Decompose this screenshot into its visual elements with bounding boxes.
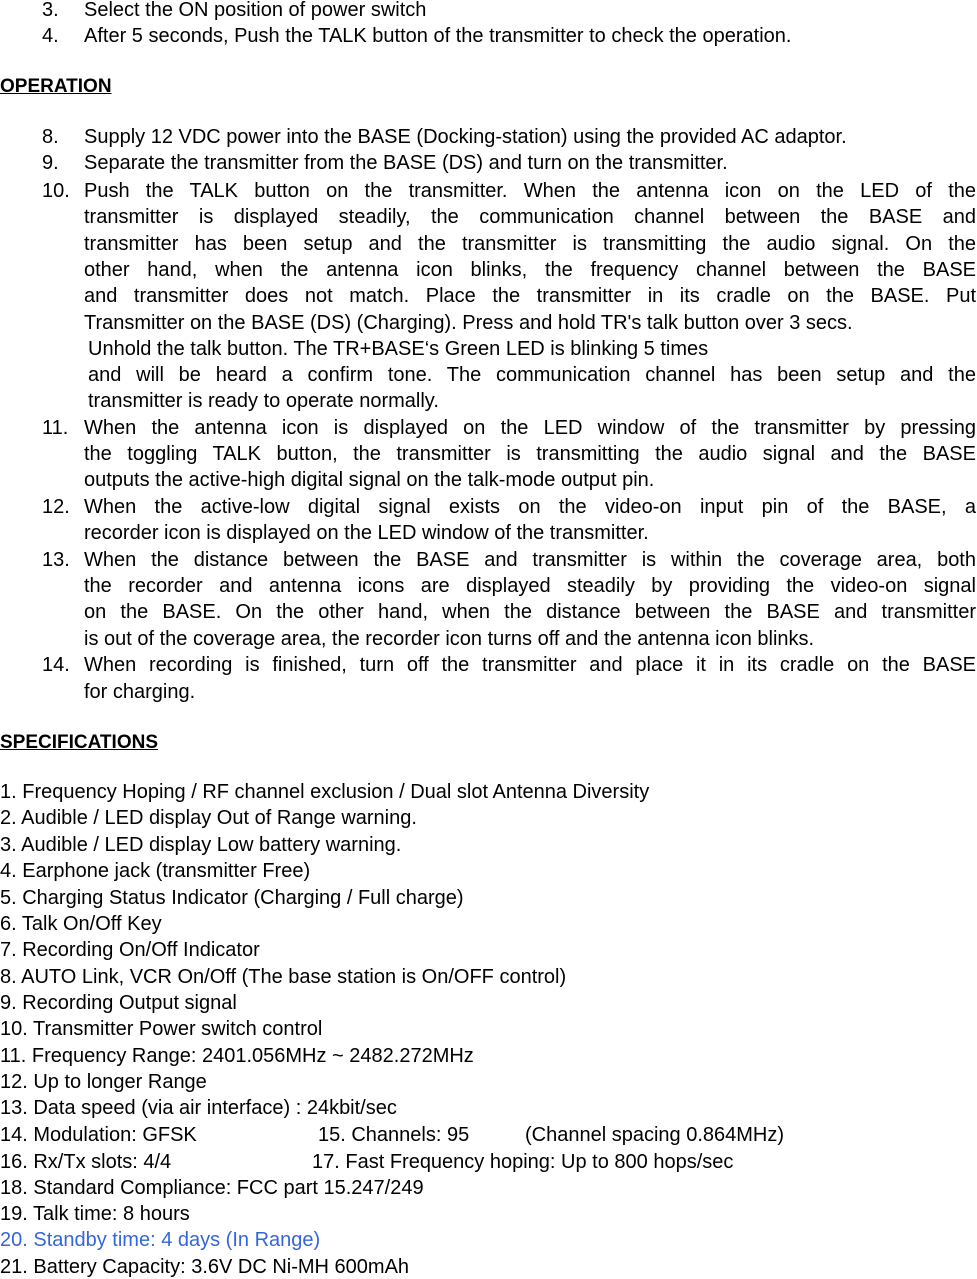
item-11-line-1: When the antenna icon is displayed on the LED window of the transmitter by pressing (84, 417, 976, 439)
item-14-number: 14. (42, 654, 70, 676)
spec-item-9: 9. Recording Output signal (0, 992, 237, 1014)
item-9-number: 9. (42, 152, 59, 174)
item-10-line-2: transmitter is displayed steadily, the communication channel between the BASE and (84, 206, 976, 228)
spec-item-18: 18. Standard Compliance: FCC part 15.247/249 (0, 1177, 424, 1199)
spec-item-14: 14. Modulation: GFSK (0, 1124, 197, 1146)
spec-item-13: 13. Data speed (via air interface) : 24kbit/sec (0, 1097, 397, 1119)
item-10-line-3: transmitter has been setup and the transmitter is transmitting the audio signal. On the (84, 233, 976, 255)
item-10-line-1: Push the TALK button on the transmitter. When the antenna icon on the LED of the (84, 180, 976, 202)
item-4-text: After 5 seconds, Push the TALK button of the transmitter to check the operation. (84, 25, 792, 47)
spec-item-7: 7. Recording On/Off Indicator (0, 939, 260, 961)
specifications-heading: SPECIFICATIONS (0, 732, 158, 753)
item-8-text: Supply 12 VDC power into the BASE (Docking-station) using the provided AC adaptor. (84, 126, 847, 148)
operation-heading: OPERATION (0, 76, 112, 97)
item-9-text: Separate the transmitter from the BASE (DS) and turn on the transmitter. (84, 152, 728, 174)
spec-item-11: 11. Frequency Range: 2401.056MHz ~ 2482.272MHz (0, 1045, 474, 1067)
item-10-line-5: and transmitter does not match. Place the transmitter in its cradle on the BASE. Put (84, 285, 976, 307)
spec-item-15-spacing: (Channel spacing 0.864MHz) (525, 1124, 785, 1146)
spec-item-2: 2. Audible / LED display Out of Range warning. (0, 807, 417, 829)
spec-item-16: 16. Rx/Tx slots: 4/4 (0, 1151, 172, 1173)
spec-item-12: 12. Up to longer Range (0, 1071, 207, 1093)
spec-item-5: 5. Charging Status Indicator (Charging / Full charge) (0, 887, 464, 909)
item-3-number: 3. (42, 0, 59, 21)
item-13-number: 13. (42, 549, 70, 571)
spec-item-19: 19. Talk time: 8 hours (0, 1203, 190, 1225)
item-12-line-1: When the active-low digital signal exists on the video-on input pin of the BASE, a (84, 496, 976, 518)
spec-item-6: 6. Talk On/Off Key (0, 913, 162, 935)
item-12-number: 12. (42, 496, 70, 518)
item-12-line-2: recorder icon is displayed on the LED window of the transmitter. (84, 522, 649, 544)
item-10-line-7: Unhold the talk button. The TR+BASE‘s Green LED is blinking 5 times (88, 338, 709, 360)
item-14-line-1: When recording is finished, turn off the transmitter and place it in its cradle on the BASE (84, 654, 976, 676)
spec-item-1: 1. Frequency Hoping / RF channel exclusion / Dual slot Antenna Diversity (0, 781, 650, 803)
item-10-line-6: Transmitter on the BASE (DS) (Charging). Press and hold TR's talk button over 3 secs. (84, 312, 853, 334)
item-13-line-3: on the BASE. On the other hand, when the distance between the BASE and transmitter (84, 601, 976, 623)
spec-item-10: 10. Transmitter Power switch control (0, 1018, 323, 1040)
spec-item-17: 17. Fast Frequency hoping: Up to 800 hops/sec (312, 1151, 734, 1173)
item-13-line-1: When the distance between the BASE and transmitter is within the coverage area, both (84, 549, 976, 571)
spec-item-8: 8. AUTO Link, VCR On/Off (The base station is On/OFF control) (0, 966, 567, 988)
item-10-line-8: and will be heard a confirm tone. The communication channel has been setup and the (88, 364, 976, 386)
item-11-number: 11. (42, 417, 69, 439)
spec-item-21: 21. Battery Capacity: 3.6V DC Ni-MH 600mAh (0, 1256, 410, 1278)
item-14-line-2: for charging. (84, 681, 196, 703)
item-10-line-9: transmitter is ready to operate normally. (88, 390, 439, 412)
item-10-line-4: other hand, when the antenna icon blinks, the frequency channel between the BASE (84, 259, 976, 281)
item-4-number: 4. (42, 25, 59, 47)
item-10-number: 10. (42, 180, 70, 202)
item-3-text: Select the ON position of power switch (84, 0, 427, 21)
spec-item-4: 4. Earphone jack (transmitter Free) (0, 860, 311, 882)
spec-item-3: 3. Audible / LED display Low battery warning. (0, 834, 402, 856)
spec-item-15: 15. Channels: 95 (318, 1124, 470, 1146)
item-13-line-4: is out of the coverage area, the recorder icon turns off and the antenna icon blinks. (84, 628, 815, 650)
item-13-line-2: the recorder and antenna icons are displayed steadily by providing the video-on signal (84, 575, 976, 597)
item-8-number: 8. (42, 126, 59, 148)
item-11-line-3: outputs the active-high digital signal on the talk-mode output pin. (84, 469, 655, 491)
item-11-line-2: the toggling TALK button, the transmitter is transmitting the audio signal and the BASE (84, 443, 976, 465)
spec-item-20: 20. Standby time: 4 days (In Range) (0, 1229, 321, 1251)
